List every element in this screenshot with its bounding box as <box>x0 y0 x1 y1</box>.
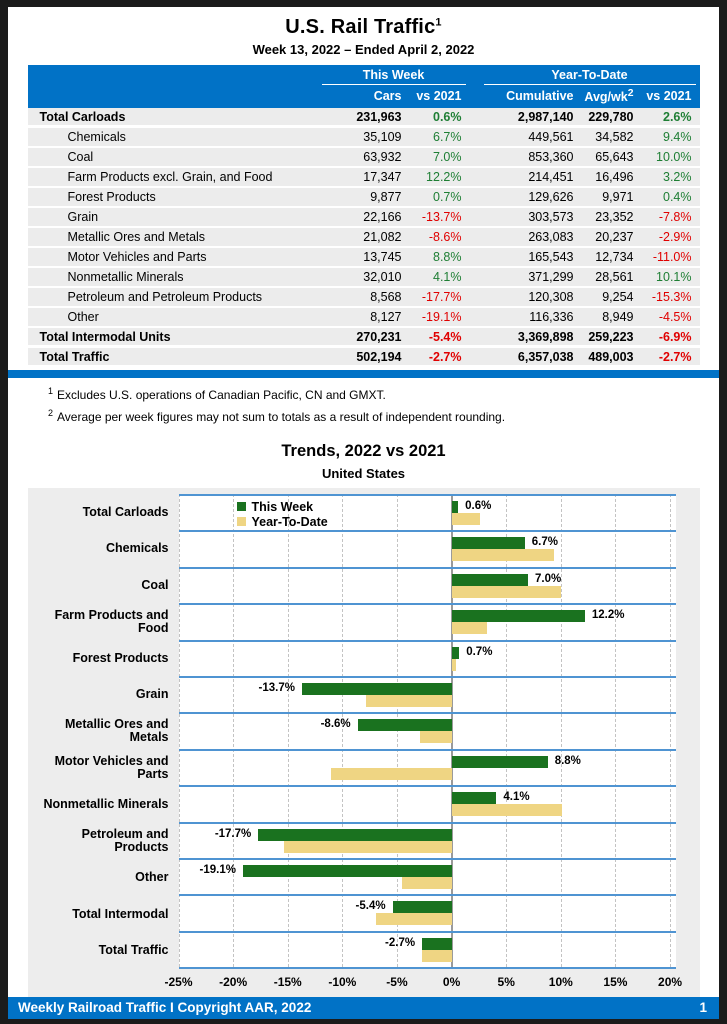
cell-ytd-vs2021: 0.4% <box>663 190 692 205</box>
table-row <box>28 268 700 288</box>
x-axis-tick-label: 0% <box>442 975 461 989</box>
chart-subtitle: United States <box>321 466 406 481</box>
chart-band <box>179 640 676 676</box>
cell-avgwk: 28,561 <box>595 270 634 285</box>
cell-cars: 35,109 <box>363 130 402 145</box>
table-row <box>28 148 700 168</box>
bar-value-label: 0.6% <box>465 500 492 512</box>
cell-avgwk: 489,003 <box>588 349 634 364</box>
cell-cars-vs2021: -2.7% <box>428 349 462 364</box>
cell-cars: 9,877 <box>370 190 402 205</box>
table-row <box>28 168 700 188</box>
chart-bar-this-week <box>452 756 548 768</box>
cell-cumulative: 116,336 <box>529 310 574 325</box>
table-row <box>28 208 700 228</box>
chart-bar-this-week <box>452 501 459 513</box>
chart-bar-year-to-date <box>452 586 561 598</box>
table-row <box>28 348 700 368</box>
chart-category-label: Forest Products <box>72 650 169 665</box>
page-title <box>8 7 719 39</box>
footnotes <box>48 386 719 430</box>
chart-bar-this-week <box>452 574 528 586</box>
group-header-gap <box>470 68 480 85</box>
chart-category-label: Farm Products and Food <box>54 607 169 635</box>
row-label: Coal <box>67 150 94 165</box>
chart-band <box>179 749 676 785</box>
row-label: Petroleum and Petroleum Products <box>67 290 263 305</box>
legend-swatch-year-to-date <box>237 517 246 526</box>
footnote-2-text: Average per week figures may not sum to totals as a result of independent rounding. <box>57 410 506 424</box>
cell-ytd-vs2021: -6.9% <box>658 329 692 344</box>
table-row <box>28 128 700 148</box>
report-page <box>8 7 719 1019</box>
table-row <box>28 108 700 128</box>
cell-cars-vs2021: -8.6% <box>428 230 462 245</box>
table-row <box>28 188 700 208</box>
cell-cars-vs2021: 4.1% <box>433 270 462 285</box>
cell-cars: 21,082 <box>363 230 402 245</box>
x-axis-tick-label: 15% <box>603 975 628 989</box>
bar-value-label: -5.4% <box>355 900 386 913</box>
chart-title: Trends, 2022 vs 2021 <box>281 442 446 460</box>
chart-band <box>179 858 676 894</box>
chart-bar-this-week <box>393 901 452 913</box>
chart-bar-this-week <box>452 537 525 549</box>
cell-cumulative: 6,357,038 <box>517 349 574 364</box>
legend-label-year-to-date: Year-To-Date <box>251 514 328 529</box>
legend-swatch-this-week <box>237 502 246 511</box>
cell-ytd-vs2021: -4.5% <box>658 310 692 325</box>
chart-bar-year-to-date <box>402 877 451 889</box>
cell-ytd-vs2021: -7.8% <box>658 210 692 225</box>
footnote-1 <box>48 386 719 402</box>
column-header-ytd-vs2021: vs 2021 <box>646 89 692 104</box>
bar-value-label: -8.6% <box>320 718 351 731</box>
cell-cumulative: 3,369,898 <box>517 329 574 344</box>
cell-cars: 13,745 <box>363 250 402 265</box>
bar-value-label: -13.7% <box>258 681 295 694</box>
blue-divider-band <box>8 370 719 378</box>
cell-cars-vs2021: -13.7% <box>421 210 462 225</box>
bar-value-label: 12.2% <box>591 609 625 622</box>
footer-bar <box>8 997 719 1019</box>
chart-bar-year-to-date <box>452 622 487 634</box>
chart-category-label: Total Intermodal <box>72 906 169 921</box>
cell-avgwk: 20,237 <box>595 230 634 245</box>
table-row <box>28 308 700 328</box>
chart-bar-year-to-date <box>331 768 451 780</box>
bar-value-label: 6.7% <box>531 536 558 549</box>
chart-category-label: Nonmetallic Minerals <box>43 796 169 811</box>
table-header <box>28 65 700 108</box>
cell-cars: 63,932 <box>363 150 402 165</box>
page-title-text: U.S. Rail Traffic <box>285 16 436 38</box>
x-axis-tick-label: -15% <box>273 975 302 989</box>
cell-avgwk: 23,352 <box>595 210 634 225</box>
chart-bar-year-to-date <box>420 731 452 743</box>
chart-bar-year-to-date <box>376 913 451 925</box>
row-label: Total Carloads <box>39 109 126 124</box>
group-header-this-week: This Week <box>322 68 466 85</box>
cell-cars-vs2021: 0.7% <box>433 190 462 205</box>
chart-bar-year-to-date <box>284 841 451 853</box>
column-header-cumulative: Cumulative <box>506 89 574 104</box>
cell-cumulative: 371,299 <box>528 270 574 285</box>
cell-cars: 8,568 <box>370 290 402 305</box>
bar-value-label: -2.7% <box>385 936 416 949</box>
cell-avgwk: 34,582 <box>595 130 634 145</box>
cell-cars-vs2021: 7.0% <box>433 150 462 165</box>
x-axis-tick-label: 5% <box>497 975 515 989</box>
cell-avgwk: 9,971 <box>602 190 634 205</box>
chart-bar-year-to-date <box>422 950 451 962</box>
chart-category-label: Chemicals <box>105 541 169 556</box>
cell-ytd-vs2021: -2.7% <box>658 349 692 364</box>
bar-value-label: 8.8% <box>554 754 581 767</box>
cell-cars-vs2021: -17.7% <box>421 290 462 305</box>
row-label: Forest Products <box>67 190 156 205</box>
bar-value-label: -17.7% <box>214 827 252 840</box>
column-header-cars-vs2021: vs 2021 <box>416 89 462 104</box>
cell-cumulative: 120,308 <box>528 290 574 305</box>
chart-band <box>179 676 676 712</box>
row-label: Total Intermodal Units <box>39 329 171 344</box>
cell-avgwk: 8,949 <box>602 310 634 325</box>
cell-avgwk: 16,496 <box>595 170 634 185</box>
row-label: Nonmetallic Minerals <box>67 270 184 285</box>
chart-plot-area <box>179 494 676 969</box>
cell-ytd-vs2021: -2.9% <box>658 230 692 245</box>
footer-page-number: 1 <box>699 1000 707 1015</box>
chart-bar-year-to-date <box>452 549 555 561</box>
footer-text: Weekly Railroad Traffic I Copyright AAR, 2022 <box>18 1000 312 1015</box>
bar-value-label: 4.1% <box>503 791 530 804</box>
group-header-spacer <box>28 68 318 85</box>
chart-bar-year-to-date <box>452 513 480 525</box>
table-row <box>28 328 700 348</box>
row-label: Metallic Ores and Metals <box>67 230 206 245</box>
bar-value-label: 7.0% <box>535 572 562 585</box>
table-row <box>28 288 700 308</box>
chart-legend <box>237 499 328 529</box>
cell-cars: 8,127 <box>370 310 402 325</box>
table-body <box>28 108 700 368</box>
column-header-avgwk <box>582 88 642 104</box>
avgwk-text: Avg/wk <box>584 90 628 105</box>
chart-category-label: Petroleum and Products <box>81 826 169 855</box>
cell-cumulative: 214,451 <box>528 170 574 185</box>
cell-cars-vs2021: 8.8% <box>433 250 462 265</box>
cell-cumulative: 2,987,140 <box>517 109 574 124</box>
cell-cumulative: 449,561 <box>528 130 574 145</box>
cell-cars: 270,231 <box>356 329 402 344</box>
cell-cumulative: 129,626 <box>528 190 574 205</box>
table-group-header-row <box>28 68 700 85</box>
cell-cars: 17,347 <box>363 170 402 185</box>
chart-x-axis <box>164 969 683 995</box>
chart-bar-this-week <box>358 719 452 731</box>
chart-bar-this-week <box>422 938 451 950</box>
cell-avgwk: 229,780 <box>588 109 634 124</box>
footnote-2-superscript: 2 <box>48 408 54 418</box>
cell-ytd-vs2021: 9.4% <box>663 130 692 145</box>
rail-traffic-table <box>28 65 700 368</box>
chart-category-axis <box>28 494 179 969</box>
cell-cars: 231,963 <box>356 109 402 124</box>
cell-cars-vs2021: -5.4% <box>428 329 462 344</box>
cell-ytd-vs2021: -11.0% <box>652 250 692 265</box>
chart-category-label: Motor Vehicles and Parts <box>54 753 169 781</box>
x-axis-tick-label: -20% <box>219 975 248 989</box>
cell-ytd-vs2021: 3.2% <box>663 170 692 185</box>
cell-cars-vs2021: 0.6% <box>433 109 462 124</box>
x-axis-tick-label: -10% <box>328 975 357 989</box>
bar-value-label: 0.7% <box>466 645 493 658</box>
chart-category-label: Total Carloads <box>82 504 169 519</box>
cell-ytd-vs2021: 10.0% <box>656 150 692 165</box>
legend-label-this-week: This Week <box>251 499 314 514</box>
chart-band <box>179 931 676 967</box>
footnote-1-superscript: 1 <box>48 386 54 396</box>
row-label: Total Traffic <box>39 349 110 364</box>
bar-value-label: -19.1% <box>199 863 236 876</box>
chart-band <box>179 530 676 566</box>
chart-category-label: Grain <box>135 687 169 702</box>
cell-cars-vs2021: 6.7% <box>433 130 462 145</box>
cell-cumulative: 853,360 <box>528 150 574 165</box>
x-axis-tick-label: -5% <box>386 975 408 989</box>
chart-band <box>179 712 676 748</box>
chart-bar-year-to-date <box>452 659 456 671</box>
cell-cars: 22,166 <box>363 210 402 225</box>
cell-cars: 502,194 <box>356 349 402 364</box>
x-axis-tick-label: -25% <box>164 975 193 989</box>
x-axis-tick-label: 20% <box>658 975 683 989</box>
chart-band <box>179 894 676 930</box>
cell-avgwk: 9,254 <box>602 290 634 305</box>
chart-band <box>179 567 676 603</box>
cell-cars-vs2021: 12.2% <box>426 170 462 185</box>
chart-bar-this-week <box>258 829 451 841</box>
cell-ytd-vs2021: 10.1% <box>656 270 692 285</box>
chart-bar-year-to-date <box>366 695 451 707</box>
table-row <box>28 248 700 268</box>
chart-category-label: Other <box>135 870 169 885</box>
chart-band <box>179 603 676 639</box>
chart-category-label: Metallic Ores and Metals <box>64 717 169 745</box>
chart-bar-this-week <box>452 610 585 622</box>
row-label: Grain <box>67 210 99 225</box>
chart-band <box>179 822 676 858</box>
trends-chart <box>28 488 700 997</box>
row-label: Motor Vehicles and Parts <box>67 250 207 265</box>
cell-avgwk: 65,643 <box>595 150 634 165</box>
chart-bar-this-week <box>452 647 460 659</box>
cell-avgwk: 12,734 <box>595 250 634 265</box>
cell-avgwk: 259,223 <box>588 329 634 344</box>
cell-cumulative: 263,083 <box>528 230 574 245</box>
cell-ytd-vs2021: 2.6% <box>663 109 692 124</box>
chart-category-label: Coal <box>141 577 169 592</box>
x-axis-tick-label: 10% <box>548 975 573 989</box>
cell-ytd-vs2021: -15.3% <box>651 290 692 305</box>
table-row <box>28 228 700 248</box>
cell-cars: 32,010 <box>363 270 402 285</box>
row-label: Other <box>67 310 99 325</box>
chart-band <box>179 785 676 821</box>
chart-bar-this-week <box>452 792 497 804</box>
cell-cumulative: 165,543 <box>528 250 574 265</box>
footnote-1-text: Excludes U.S. operations of Canadian Pacific, CN and GMXT. <box>57 388 386 402</box>
page-subtitle: Week 13, 2022 – Ended April 2, 2022 <box>252 42 475 57</box>
legend-item-this-week <box>237 499 328 514</box>
page-title-superscript: 1 <box>435 16 442 29</box>
row-label: Chemicals <box>67 130 126 145</box>
chart-bar-this-week <box>243 865 452 877</box>
chart-grid <box>28 494 676 969</box>
chart-category-label: Total Traffic <box>98 943 169 958</box>
cell-cars-vs2021: -19.1% <box>421 310 462 325</box>
group-header-year-to-date: Year-To-Date <box>484 68 696 85</box>
column-header-cars: Cars <box>373 89 402 104</box>
table-column-header-row <box>28 88 700 104</box>
chart-bar-this-week <box>302 683 452 695</box>
footnote-2 <box>48 408 719 424</box>
legend-item-year-to-date <box>237 514 328 529</box>
chart-bar-year-to-date <box>452 804 562 816</box>
avgwk-superscript: 2 <box>627 88 634 99</box>
cell-cumulative: 303,573 <box>528 210 574 225</box>
row-label: Farm Products excl. Grain, and Food <box>67 170 273 185</box>
